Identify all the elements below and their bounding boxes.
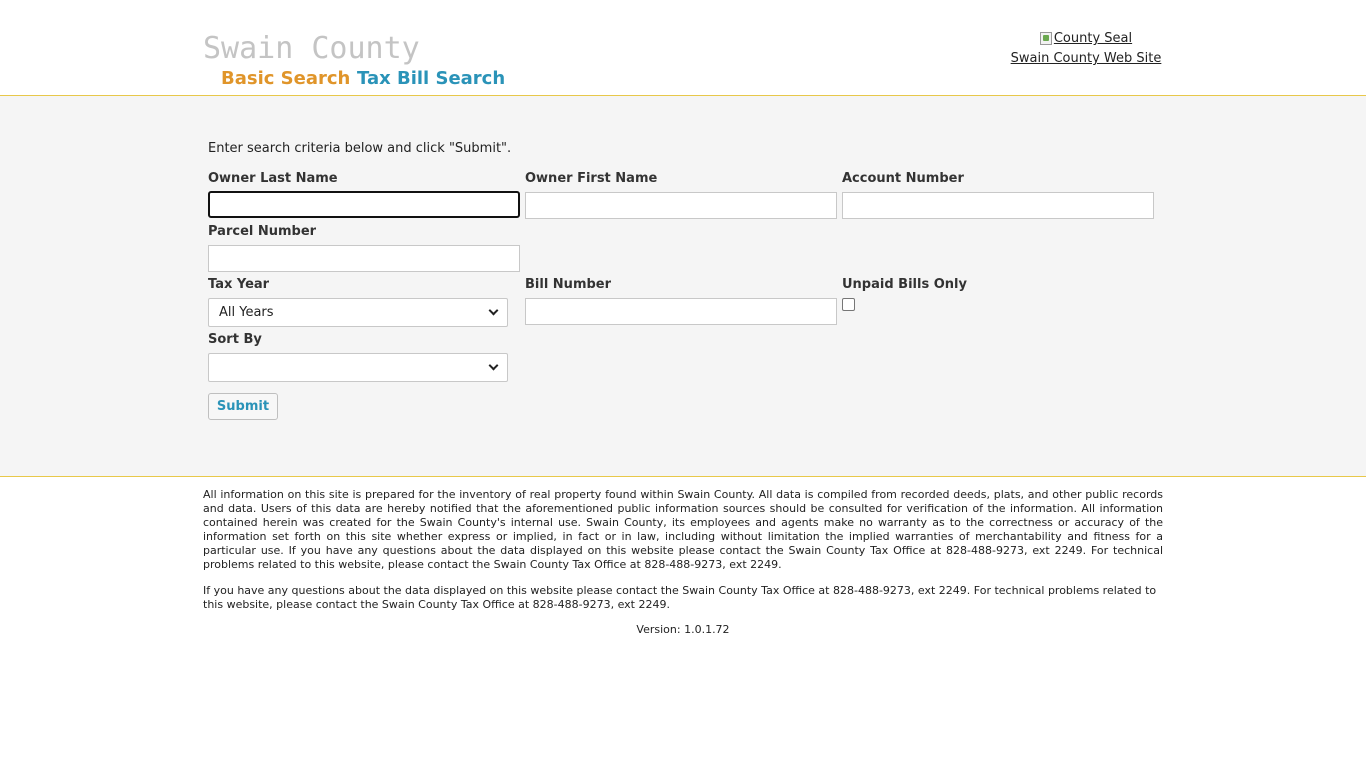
owner-first-name-input[interactable] <box>525 192 837 219</box>
sort-by-label: Sort By <box>208 332 262 347</box>
site-title: Swain County <box>203 31 420 66</box>
unpaid-bills-only-label: Unpaid Bills Only <box>842 277 967 292</box>
account-number-label: Account Number <box>842 171 964 186</box>
sort-by-select[interactable] <box>208 353 508 382</box>
tax-year-selected-value: All Years <box>219 305 274 320</box>
contact-text: If you have any questions about the data displayed on this website please contact the Swain County Tax Office at 828-488-9273, ext 2249. For technical problems related to this website, please contact the Swain County Tax Office at 828-488-9273, ext 2249. <box>203 584 1157 611</box>
broken-image-icon <box>1040 32 1052 45</box>
owner-last-name-label: Owner Last Name <box>208 171 338 186</box>
county-seal-alt-text: County Seal <box>1053 31 1133 46</box>
nav-basic-search[interactable]: Basic Search <box>221 68 351 89</box>
owner-last-name-input[interactable] <box>208 191 520 218</box>
county-seal-block <box>1000 30 1172 67</box>
search-instructions: Enter search criteria below and click "Submit". <box>208 141 512 156</box>
tax-year-label: Tax Year <box>208 277 270 292</box>
disclaimer-text: All information on this site is prepared for the inventory of real property found within Swain County. All data is compiled from recorded deeds, plats, and other public records and data. Users of this data are hereby notified that the aforementioned public information sources should be consulted for verification of the information. All information contained herein was created for the Swain County's internal use. Swain County, its employees and agents make no warranty as to the correctness or accuracy of the information set forth on this site whether express or implied, in fact or in law, including without limitation the implied warranties of merchantability and fitness for a particular use. If you have any questions about the data displayed on this website please contact the Swain County Tax Office at 828-488-9273, ext 2249. For technical problems related to this website, please contact the Swain County Tax Office at 828-488-9273, ext 2249. <box>203 488 1163 571</box>
tax-year-select[interactable] <box>208 298 508 327</box>
bill-number-input[interactable] <box>525 298 837 325</box>
chevron-down-icon <box>489 306 499 316</box>
nav-tax-bill-search[interactable]: Tax Bill Search <box>357 68 506 89</box>
parcel-number-input[interactable] <box>208 245 520 272</box>
submit-button[interactable]: Submit <box>208 393 278 420</box>
search-panel <box>0 96 1366 477</box>
parcel-number-label: Parcel Number <box>208 224 317 239</box>
page-header <box>0 0 1366 96</box>
county-website-link[interactable]: Swain County Web Site <box>1010 51 1162 66</box>
account-number-input[interactable] <box>842 192 1154 219</box>
bill-number-label: Bill Number <box>525 277 612 292</box>
unpaid-bills-only-checkbox[interactable] <box>842 298 855 311</box>
owner-first-name-label: Owner First Name <box>525 171 658 186</box>
version-text: Version: 1.0.1.72 <box>636 623 730 636</box>
page-footer <box>0 477 1366 636</box>
county-seal-image[interactable] <box>1040 30 1132 47</box>
chevron-down-icon <box>489 361 499 371</box>
